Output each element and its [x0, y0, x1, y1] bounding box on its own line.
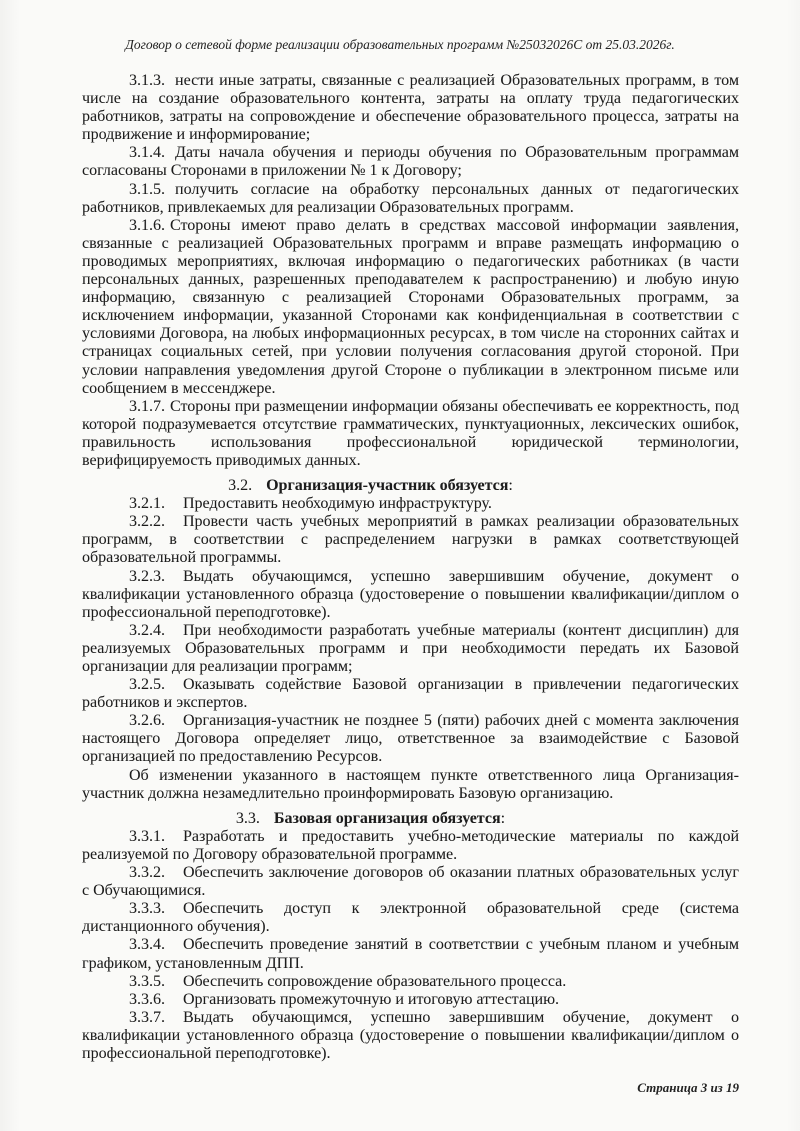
- section-heading-3-3: [82, 810, 739, 828]
- clause-3-2-1: [82, 495, 739, 513]
- clause-number: 3.3.2.: [129, 864, 165, 882]
- clause-3-3-6: [82, 991, 739, 1009]
- clause-text: Провести часть учебных мероприятий в рамках реализации образовательных программ, в соответствии с распределением нагрузки в рамках соответствующей образовательной программы.: [82, 513, 739, 567]
- running-header: Договор о сетевой форме реализации образовательных программ №25032026С от 25.03.2026г.: [125, 37, 675, 52]
- clause-number: 3.2.4.: [129, 621, 165, 639]
- clause-3-2-2: [82, 513, 739, 567]
- clause-3-2-4: [82, 622, 739, 676]
- clause-3-2-5: [82, 676, 739, 712]
- clause-text: Обеспечить проведение занятий в соответствии с учебным планом и учебным графиком, установленным ДПП.: [82, 936, 739, 972]
- clause-text: Предоставить необходимую инфраструктуру.: [183, 495, 492, 513]
- clause-text: Разработать и предоставить учебно-методические материалы по каждой реализуемой по Договору образовательной программе.: [82, 827, 739, 863]
- clause-number: 3.1.3.: [129, 72, 165, 89]
- clause-number: 3.2.2.: [129, 513, 165, 531]
- clause-number: 3.3.5.: [129, 972, 165, 990]
- clause-text: Даты начала обучения и периоды обучения по Образовательным программам согласованы Сторонами в приложении № 1 к Договору;: [82, 144, 739, 180]
- heading-number: 3.3.: [235, 809, 260, 827]
- clause-3-1-6: [82, 217, 739, 398]
- clause-text: получить согласие на обработку персональных данных от педагогических работников, привлекаемых для реализации Образовательных программ.: [82, 180, 739, 216]
- clause-3-3-7: [82, 1009, 739, 1063]
- clause-3-3-5: [82, 973, 739, 991]
- clause-text: Обеспечить заключение договоров об оказании платных образовательных услуг с Обучающимися.: [82, 864, 739, 900]
- clause-3-1-3: [82, 72, 739, 144]
- clause-text: Обеспечить сопровождение образовательного процесса.: [183, 972, 567, 990]
- clause-number: 3.2.3.: [129, 567, 165, 585]
- footer-text: Страница 3 из 19: [637, 1080, 739, 1095]
- heading-title: Организация-участник обязуется: [266, 477, 509, 495]
- clause-number: 3.2.6.: [129, 712, 165, 730]
- section-heading-3-2: [82, 477, 739, 495]
- clause-number: 3.3.6.: [129, 990, 165, 1008]
- heading-colon: :: [500, 809, 506, 827]
- clause-3-1-4: [82, 144, 739, 180]
- clause-number: 3.3.7.: [129, 1008, 165, 1026]
- clause-text: Организация-участник не позднее 5 (пяти) рабочих дней с момента заключения настоящего Договора определяет лицо, ответственное за взаимодействие с Базовой организацией по предоставлению Ресурсов.: [82, 712, 739, 766]
- clause-number: 3.3.1.: [129, 827, 165, 845]
- clause-number: 3.3.3.: [129, 900, 165, 918]
- clause-text: Организовать промежуточную и итоговую аттестацию.: [183, 990, 560, 1008]
- clause-3-2-3: [82, 568, 739, 622]
- clause-number: 3.1.6.: [129, 216, 165, 234]
- clause-3-3-3: [82, 900, 739, 936]
- clause-text: Стороны при размещении информации обязаны обеспечивать ее корректность, под которой подразумевается отсутствие грамматических, пунктуационных, лексических ошибок, правильность использования профессиональной юридической терминологии, верифицируемость приводимых данных.: [82, 397, 739, 469]
- heading-number: 3.2.: [228, 477, 253, 495]
- clause-text: Об изменении указанного в настоящем пункте ответственного лица Организация-участник должна незамедлительно проинформировать Базовую организацию.: [82, 766, 739, 802]
- clause-text: Выдать обучающимся, успешно завершившим обучение, документ о квалификации установленного образца (удостоверение о повышении квалификации/диплом о профессиональной переподготовке).: [82, 1008, 739, 1062]
- clause-3-3-1: [82, 828, 739, 864]
- clause-number: 3.2.5.: [129, 676, 165, 694]
- paragraph-responsible-person-change: [82, 767, 739, 803]
- clause-number: 3.1.5.: [129, 180, 165, 198]
- clause-text: Оказывать содействие Базовой организации в привлечении педагогических работников и экспертов.: [82, 676, 739, 712]
- clause-3-2-6: [82, 712, 739, 766]
- heading-colon: :: [508, 477, 513, 495]
- document-body: [82, 72, 739, 1063]
- clause-text: Выдать обучающимся, успешно завершившим обучение, документ о квалификации установленного образца (удостоверение о повышении квалификации/диплом о профессиональной переподготовке).: [82, 567, 739, 621]
- clause-text: Стороны имеют право делать в средствах массовой информации заявления, связанные с реализацией Образовательных программ и вправе размещать информацию о проводимых мероприятиях, включая информацию о педагогических работниках (в части персональных данных, разрешенных преподавателем к распространению) и любую иную информацию, связанную с реализацией Сторонами Образовательных программ, за исключением информации, указанной Сторонами как конфиденциальная в соответствии с условиями Договора, на любых информационных ресурсах, в том числе на сторонних сайтах и страницах социальных сетей, при условии получения согласования другой стороной. При условии направления уведомления другой Стороне о публикации в электронном письме или сообщением в мессенджере.: [82, 216, 739, 397]
- clause-number: 3.2.1.: [129, 495, 165, 513]
- heading-title: Базовая организация обязуется: [273, 809, 501, 827]
- clause-text: Обеспечить доступ к электронной образовательной среде (система дистанционного обучения).: [82, 900, 739, 936]
- clause-number: 3.1.7.: [129, 397, 165, 415]
- page-footer: [637, 1080, 739, 1095]
- clause-number: 3.3.4.: [129, 936, 165, 954]
- clause-3-3-2: [82, 864, 739, 900]
- clause-3-1-7: [82, 398, 739, 470]
- clause-number: 3.1.4.: [129, 144, 165, 162]
- clause-3-1-5: [82, 181, 739, 217]
- clause-text: нести иные затраты, связанные с реализацией Образовательных программ, в том числе на создание образовательного контента, затраты на оплату труда педагогических работников, затраты на сопровождение и обеспечение образовательного процесса, затраты на продвижение и информирование;: [82, 72, 739, 144]
- clause-text: При необходимости разработать учебные материалы (контент дисциплин) для реализуемых Образовательных программ и при необходимости передать их Базовой организации для реализации программ;: [82, 621, 739, 675]
- clause-3-3-4: [82, 936, 739, 972]
